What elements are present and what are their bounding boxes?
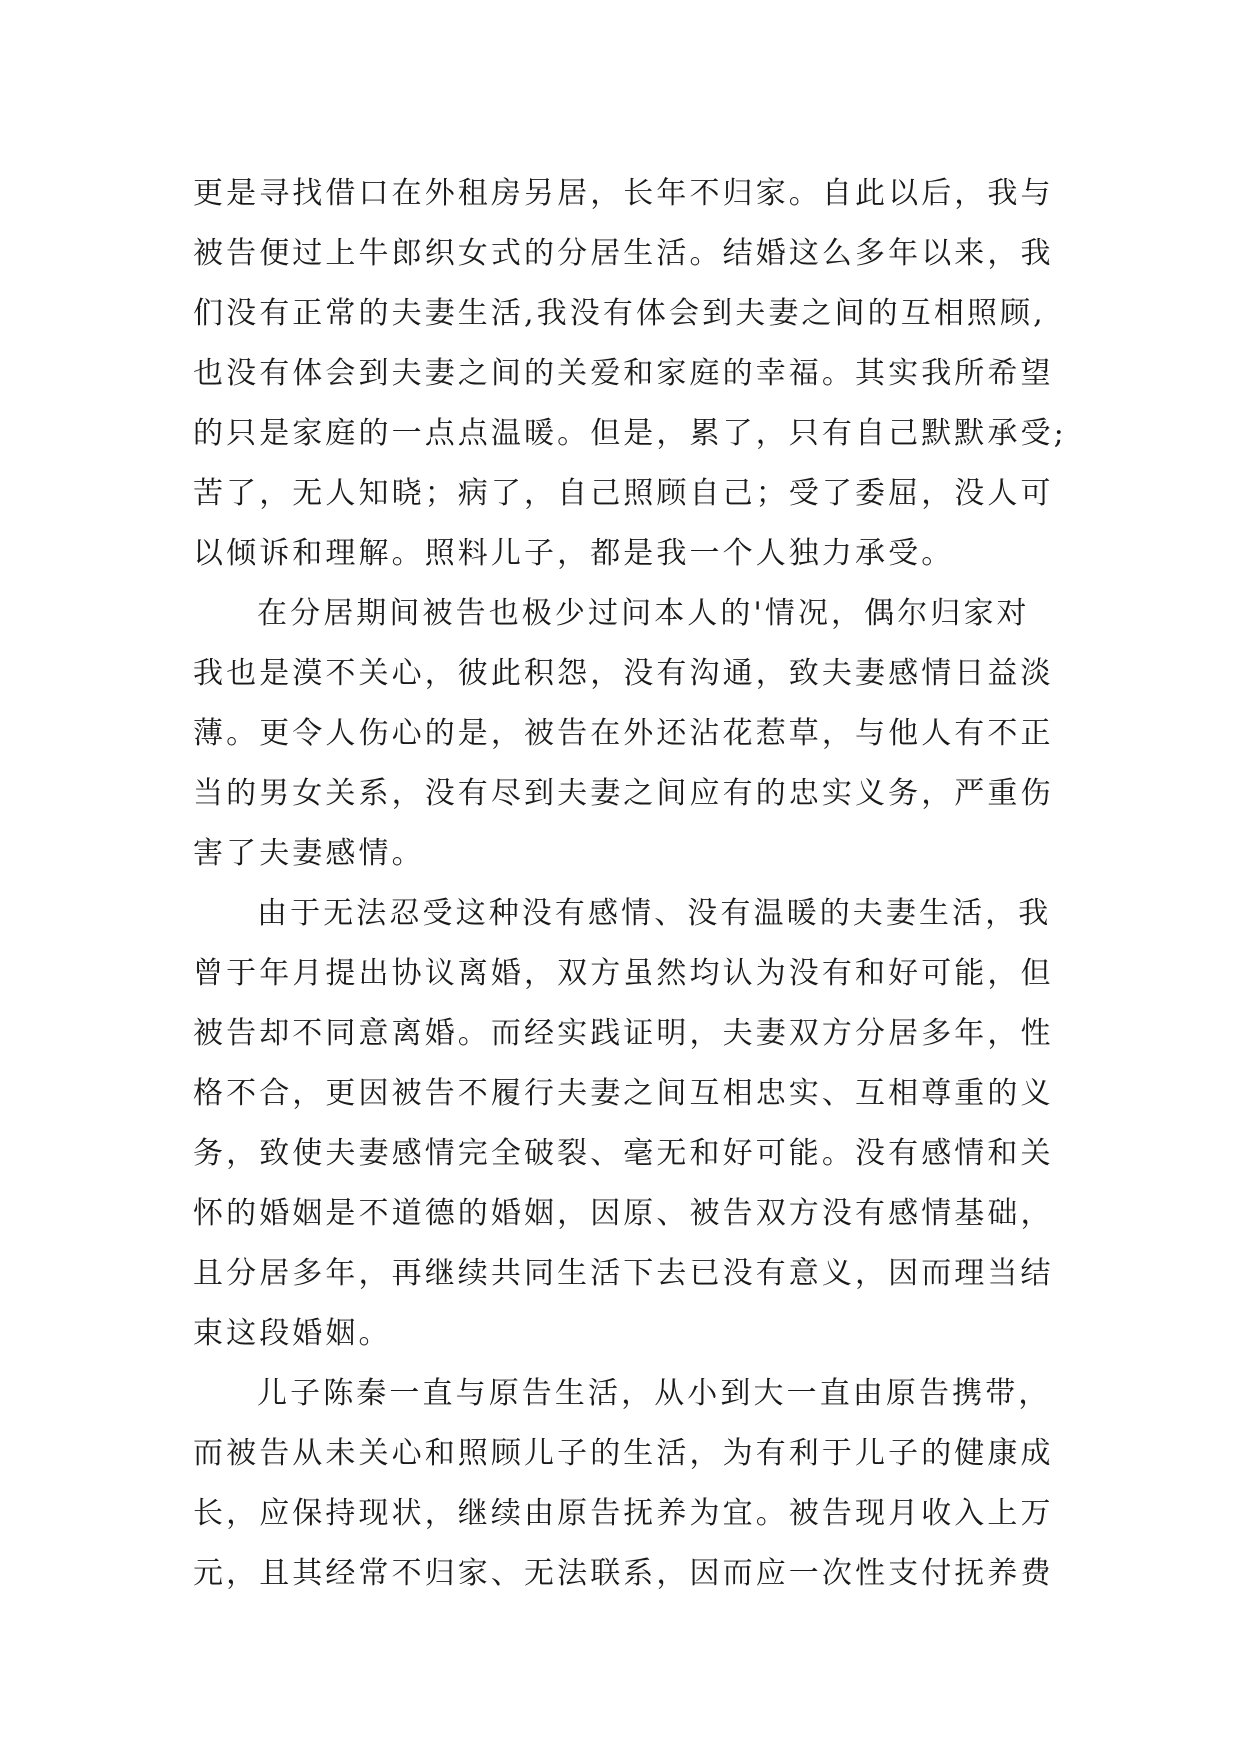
- text-line: 格不合，更因被告不履行夫妻之间互相忠实、互相尊重的义: [193, 1076, 1054, 1111]
- text-line: 长，应保持现状，继续由原告抚养为宜。被告现月收入上万: [193, 1496, 1054, 1531]
- text-line: 的只是家庭的一点点温暖。但是，累了，只有自己默默承受;: [193, 416, 1067, 451]
- text-line: 务，致使夫妻感情完全破裂、毫无和好可能。没有感情和关: [193, 1136, 1054, 1171]
- text-line: 被告便过上牛郎织女式的分居生活。结婚这么多年以来，我: [193, 236, 1054, 271]
- paragraph-first-line: 由于无法忍受这种没有感情、没有温暖的夫妻生活，我: [257, 896, 1052, 931]
- text-line: 束这段婚姻。: [193, 1316, 392, 1351]
- document-body: [193, 164, 1093, 1604]
- text-line: 且分居多年，再继续共同生活下去已没有意义，因而理当结: [193, 1256, 1054, 1291]
- text-line: 被告却不同意离婚。而经实践证明，夫妻双方分居多年，性: [193, 1016, 1054, 1051]
- text-line: 以倾诉和理解。照料儿子，都是我一个人独力承受。: [193, 536, 955, 571]
- text-line: 而被告从未关心和照顾儿子的生活，为有利于儿子的健康成: [193, 1436, 1054, 1471]
- text-line: 们没有正常的夫妻生活,我没有体会到夫妻之间的互相照顾,: [193, 296, 1046, 331]
- text-line: 更是寻找借口在外租房另居，长年不归家。自此以后，我与: [193, 176, 1054, 211]
- text-line: 薄。更令人伤心的是，被告在外还沾花惹草，与他人有不正: [193, 716, 1054, 751]
- text-line: 曾于年月提出协议离婚，双方虽然均认为没有和好可能，但: [193, 956, 1054, 991]
- text-line: 元，且其经常不归家、无法联系，因而应一次性支付抚养费: [193, 1556, 1054, 1591]
- text-line: 怀的婚姻是不道德的婚姻，因原、被告双方没有感情基础，: [193, 1196, 1054, 1231]
- text-line: 我也是漠不关心，彼此积怨，没有沟通，致夫妻感情日益淡: [193, 656, 1054, 691]
- text-line: 苦了，无人知晓；病了，自己照顾自己；受了委屈，没人可: [193, 476, 1054, 511]
- text-line: 害了夫妻感情。: [193, 836, 425, 871]
- paragraph-first-line: 儿子陈秦一直与原告生活，从小到大一直由原告携带，: [257, 1376, 1052, 1411]
- text-line: 也没有体会到夫妻之间的关爱和家庭的幸福。其实我所希望: [193, 356, 1054, 391]
- paragraph-first-line: 在分居期间被告也极少过问本人的'情况，偶尔归家对: [257, 596, 1030, 631]
- text-line: 当的男女关系，没有尽到夫妻之间应有的忠实义务，严重伤: [193, 776, 1054, 811]
